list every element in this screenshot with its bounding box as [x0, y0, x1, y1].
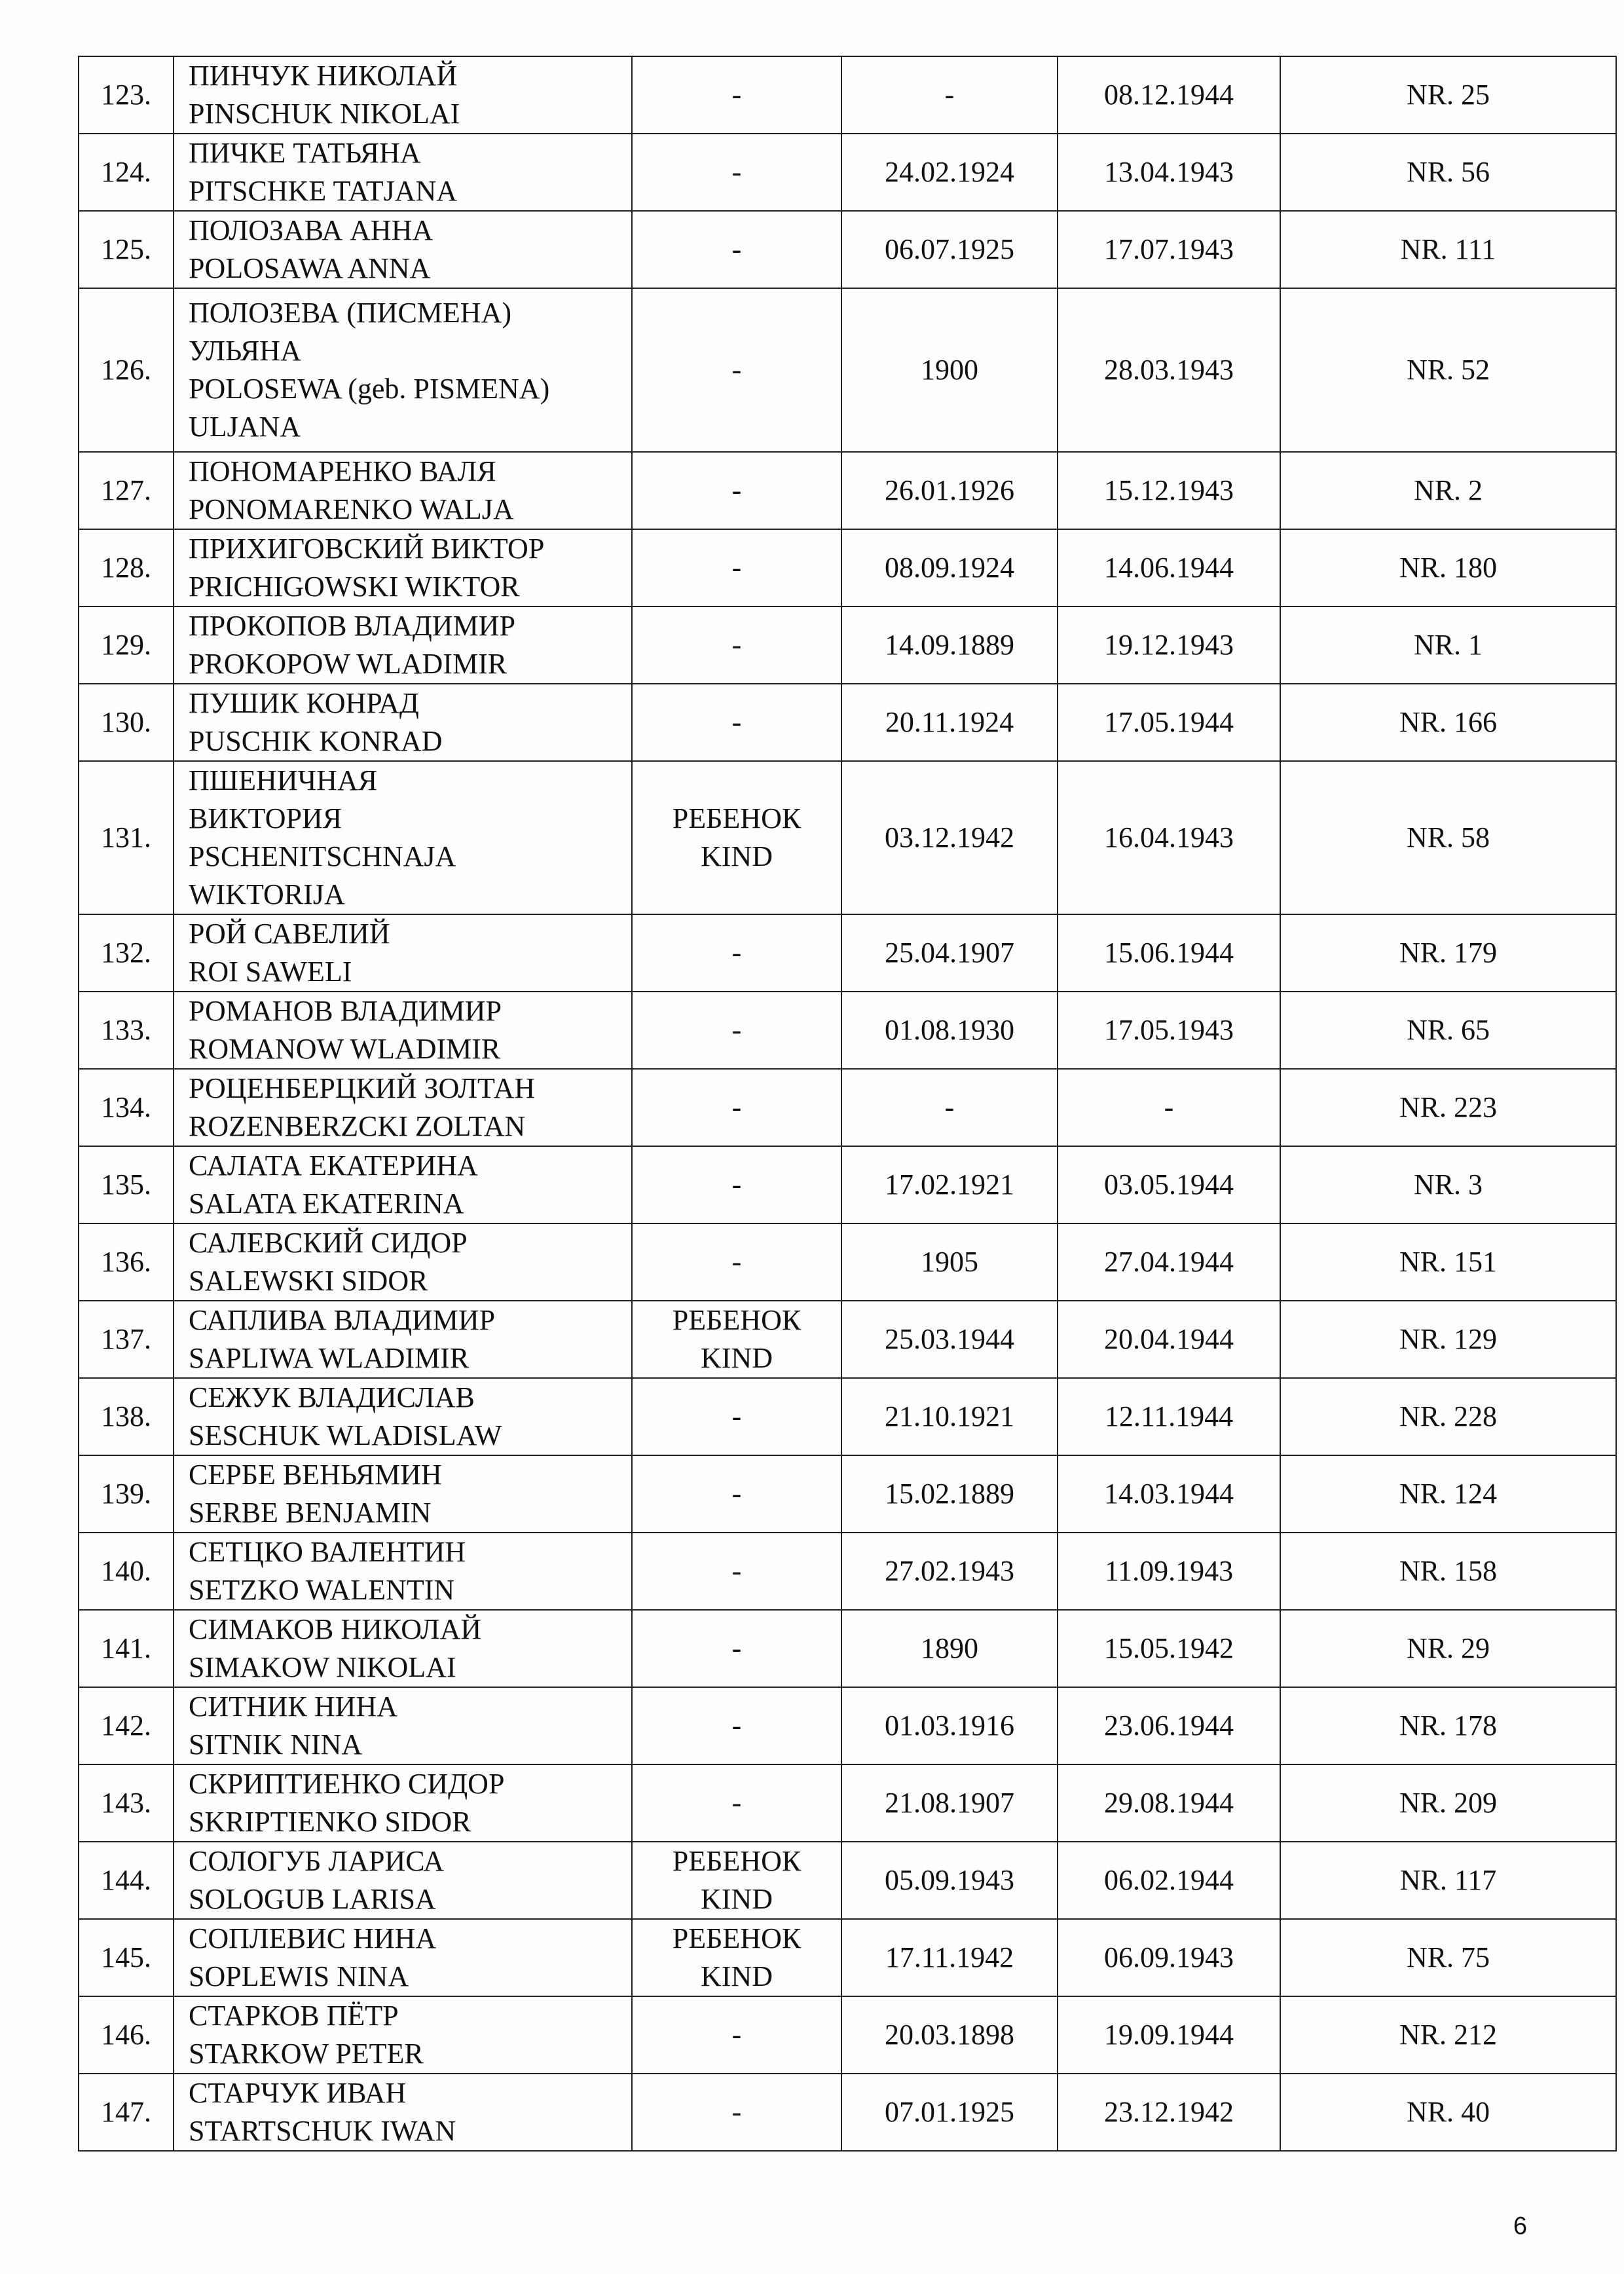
name-line: СТАРКОВ ПЁТР	[189, 2000, 399, 2032]
cell-name	[174, 1455, 632, 1533]
cell-number: 147.	[79, 2074, 174, 2151]
name-line: SAPLIWA WLADIMIR	[189, 1342, 470, 1374]
cell-number: 126.	[79, 288, 174, 452]
cell-name	[174, 56, 632, 134]
name-line: УЛЬЯНА	[189, 335, 301, 367]
table-row	[79, 1223, 1616, 1301]
cell-death-date: 15.12.1943	[1058, 452, 1280, 529]
cell-name	[174, 1378, 632, 1455]
cell-grave-number: NR. 3	[1280, 1146, 1616, 1223]
cell-note	[632, 1919, 841, 1996]
cell-number: 129.	[79, 606, 174, 684]
cell-name	[174, 761, 632, 914]
cell-grave-number: NR. 29	[1280, 1610, 1616, 1687]
name-line: PITSCHKE TATJANA	[189, 175, 458, 207]
name-line: СОПЛЕВИС НИНА	[189, 1922, 437, 1954]
table-body	[79, 56, 1616, 2151]
cell-birth-date: 25.04.1907	[841, 914, 1058, 992]
cell-grave-number: NR. 1	[1280, 606, 1616, 684]
cell-note	[632, 684, 841, 761]
cell-number: 143.	[79, 1764, 174, 1842]
cell-name	[174, 684, 632, 761]
cell-grave-number: NR. 179	[1280, 914, 1616, 992]
cell-death-date: 23.06.1944	[1058, 1687, 1280, 1764]
cell-death-date: 17.05.1943	[1058, 992, 1280, 1069]
cell-birth-date: 17.02.1921	[841, 1146, 1058, 1223]
name-line: САЛАТА ЕКАТЕРИНА	[189, 1149, 478, 1182]
cell-grave-number: NR. 2	[1280, 452, 1616, 529]
cell-name	[174, 606, 632, 684]
cell-note	[632, 1687, 841, 1764]
cell-number: 144.	[79, 1842, 174, 1919]
cell-grave-number: NR. 65	[1280, 992, 1616, 1069]
cell-death-date: 23.12.1942	[1058, 2074, 1280, 2151]
table-row	[79, 1378, 1616, 1455]
table-row	[79, 1610, 1616, 1687]
cell-name	[174, 914, 632, 992]
cell-name	[174, 1223, 632, 1301]
cell-death-date: 03.05.1944	[1058, 1146, 1280, 1223]
cell-death-date: 16.04.1943	[1058, 761, 1280, 914]
cell-birth-date: 14.09.1889	[841, 606, 1058, 684]
name-line: WIKTORIJA	[189, 878, 345, 910]
cell-number: 131.	[79, 761, 174, 914]
cell-death-date: 19.09.1944	[1058, 1996, 1280, 2074]
cell-grave-number: NR. 56	[1280, 134, 1616, 211]
cell-birth-date: 1890	[841, 1610, 1058, 1687]
cell-death-date: 06.09.1943	[1058, 1919, 1280, 1996]
cell-birth-date: 21.08.1907	[841, 1764, 1058, 1842]
cell-number: 145.	[79, 1919, 174, 1996]
name-line: SKRIPTIENKO SIDOR	[189, 1806, 471, 1838]
table-row	[79, 1919, 1616, 1996]
name-line: СЕЖУК ВЛАДИСЛАВ	[189, 1381, 475, 1413]
cell-name	[174, 1687, 632, 1764]
name-line: PSCHENITSCHNAJA	[189, 840, 456, 872]
name-line: СТАРЧУК ИВАН	[189, 2077, 407, 2109]
name-line: PONOMARENKO WALJA	[189, 493, 514, 525]
name-line: SOLOGUB LARISA	[189, 1883, 436, 1915]
cell-birth-date: 05.09.1943	[841, 1842, 1058, 1919]
note-line: KIND	[701, 1883, 773, 1915]
cell-grave-number: NR. 129	[1280, 1301, 1616, 1378]
cell-death-date: 28.03.1943	[1058, 288, 1280, 452]
name-line: ПОЛОЗАВА АННА	[189, 214, 434, 246]
cell-note	[632, 761, 841, 914]
cell-number: 125.	[79, 211, 174, 288]
note-line: -	[731, 1632, 742, 1664]
cell-grave-number: NR. 180	[1280, 529, 1616, 606]
cell-number: 133.	[79, 992, 174, 1069]
cell-birth-date: 01.03.1916	[841, 1687, 1058, 1764]
cell-grave-number: NR. 158	[1280, 1533, 1616, 1610]
cell-name	[174, 1533, 632, 1610]
cell-death-date: 11.09.1943	[1058, 1533, 1280, 1610]
name-line: ПШЕНИЧНАЯ	[189, 764, 378, 796]
cell-grave-number: NR. 223	[1280, 1069, 1616, 1146]
name-line: SIMAKOW NIKOLAI	[189, 1651, 456, 1683]
cell-grave-number: NR. 75	[1280, 1919, 1616, 1996]
name-line: РОЙ САВЕЛИЙ	[189, 918, 390, 950]
name-line: ПУШИК КОНРАД	[189, 687, 419, 719]
cell-name	[174, 1301, 632, 1378]
cell-grave-number: NR. 166	[1280, 684, 1616, 761]
cell-name	[174, 1764, 632, 1842]
cell-name	[174, 529, 632, 606]
cell-note	[632, 452, 841, 529]
table-row	[79, 452, 1616, 529]
table-row	[79, 1069, 1616, 1146]
name-line: STARTSCHUK IWAN	[189, 2115, 456, 2147]
cell-note	[632, 1069, 841, 1146]
cell-note	[632, 1146, 841, 1223]
name-line: СЕТЦКО ВАЛЕНТИН	[189, 1536, 466, 1568]
name-line: ПРОКОПОВ ВЛАДИМИР	[189, 610, 515, 642]
cell-birth-date: -	[841, 56, 1058, 134]
table-row	[79, 1764, 1616, 1842]
cell-number: 135.	[79, 1146, 174, 1223]
note-line: -	[731, 937, 742, 969]
name-line: SESCHUK WLADISLAW	[189, 1419, 502, 1451]
cell-grave-number: NR. 40	[1280, 2074, 1616, 2151]
name-line: РОМАНОВ ВЛАДИМИР	[189, 995, 502, 1027]
cell-note	[632, 1610, 841, 1687]
cell-grave-number: NR. 209	[1280, 1764, 1616, 1842]
cell-note	[632, 1378, 841, 1455]
note-line: -	[731, 1400, 742, 1432]
cell-death-date: 17.05.1944	[1058, 684, 1280, 761]
cell-number: 123.	[79, 56, 174, 134]
note-line: РЕБЕНОК	[672, 1304, 802, 1336]
note-line: -	[731, 474, 742, 506]
cell-name	[174, 1146, 632, 1223]
table-row	[79, 211, 1616, 288]
cell-number: 136.	[79, 1223, 174, 1301]
cell-name	[174, 2074, 632, 2151]
table-row	[79, 684, 1616, 761]
note-line: -	[731, 354, 742, 386]
table-row	[79, 2074, 1616, 2151]
cell-name	[174, 992, 632, 1069]
cell-note	[632, 529, 841, 606]
cell-name	[174, 1919, 632, 1996]
cell-name	[174, 452, 632, 529]
cell-number: 124.	[79, 134, 174, 211]
cell-birth-date: 20.11.1924	[841, 684, 1058, 761]
cell-birth-date: 26.01.1926	[841, 452, 1058, 529]
note-line: -	[731, 1168, 742, 1201]
name-line: ROZENBERZCKI ZOLTAN	[189, 1110, 526, 1142]
cell-death-date: 13.04.1943	[1058, 134, 1280, 211]
cell-grave-number: NR. 117	[1280, 1842, 1616, 1919]
name-line: РОЦЕНБЕРЦКИЙ ЗОЛТАН	[189, 1072, 536, 1104]
name-line: ROI SAWELI	[189, 956, 352, 988]
note-line: РЕБЕНОК	[672, 802, 802, 834]
cell-name	[174, 1610, 632, 1687]
table-row	[79, 1842, 1616, 1919]
cell-name	[174, 1842, 632, 1919]
table-row	[79, 134, 1616, 211]
cell-birth-date: 06.07.1925	[841, 211, 1058, 288]
cell-birth-date: 27.02.1943	[841, 1533, 1058, 1610]
cell-name	[174, 1996, 632, 2074]
table-row	[79, 992, 1616, 1069]
table-row	[79, 914, 1616, 992]
note-line: -	[731, 233, 742, 265]
cell-note	[632, 288, 841, 452]
cell-death-date: 15.06.1944	[1058, 914, 1280, 992]
name-line: ПОЛОЗЕВА (ПИСМЕНА)	[189, 297, 512, 329]
cell-grave-number: NR. 25	[1280, 56, 1616, 134]
cell-death-date: 19.12.1943	[1058, 606, 1280, 684]
cell-number: 132.	[79, 914, 174, 992]
name-line: SALATA EKATERINA	[189, 1187, 464, 1220]
cell-name	[174, 211, 632, 288]
table-row	[79, 1687, 1616, 1764]
note-line: РЕБЕНОК	[672, 1922, 802, 1954]
cell-note	[632, 1764, 841, 1842]
cell-birth-date: -	[841, 1069, 1058, 1146]
table-row	[79, 56, 1616, 134]
cell-birth-date: 20.03.1898	[841, 1996, 1058, 2074]
cell-birth-date: 01.08.1930	[841, 992, 1058, 1069]
table-row	[79, 1455, 1616, 1533]
cell-note	[632, 1842, 841, 1919]
note-line: KIND	[701, 1342, 773, 1374]
name-line: СИМАКОВ НИКОЛАЙ	[189, 1613, 482, 1645]
cell-note	[632, 914, 841, 992]
cell-note	[632, 211, 841, 288]
note-line: -	[731, 1478, 742, 1510]
name-line: SITNIK NINA	[189, 1728, 363, 1761]
cell-birth-date: 15.02.1889	[841, 1455, 1058, 1533]
cell-note	[632, 134, 841, 211]
note-line: -	[731, 79, 742, 111]
name-line: PINSCHUK NIKOLAI	[189, 98, 460, 130]
cell-note	[632, 56, 841, 134]
name-line: ROMANOW WLADIMIR	[189, 1033, 501, 1065]
cell-note	[632, 2074, 841, 2151]
cell-note	[632, 1533, 841, 1610]
cell-number: 140.	[79, 1533, 174, 1610]
cell-birth-date: 17.11.1942	[841, 1919, 1058, 1996]
cell-number: 134.	[79, 1069, 174, 1146]
name-line: ПОНОМАРЕНКО ВАЛЯ	[189, 455, 496, 487]
note-line: -	[731, 156, 742, 188]
name-line: STARKOW PETER	[189, 2038, 424, 2070]
cell-death-date: 14.06.1944	[1058, 529, 1280, 606]
note-line: -	[731, 1555, 742, 1587]
name-line: SOPLEWIS NINA	[189, 1960, 409, 1992]
cell-death-date: 29.08.1944	[1058, 1764, 1280, 1842]
cell-name	[174, 134, 632, 211]
cell-note	[632, 1455, 841, 1533]
name-line: ПИНЧУК НИКОЛАЙ	[189, 60, 458, 92]
cell-death-date: 15.05.1942	[1058, 1610, 1280, 1687]
cell-number: 141.	[79, 1610, 174, 1687]
cell-number: 139.	[79, 1455, 174, 1533]
note-line: -	[731, 1091, 742, 1123]
cell-grave-number: NR. 228	[1280, 1378, 1616, 1455]
cell-number: 127.	[79, 452, 174, 529]
cell-death-date: 20.04.1944	[1058, 1301, 1280, 1378]
name-line: СЕРБЕ ВЕНЬЯМИН	[189, 1459, 442, 1491]
cell-grave-number: NR. 52	[1280, 288, 1616, 452]
cell-note	[632, 1301, 841, 1378]
name-line: SALEWSKI SIDOR	[189, 1265, 428, 1297]
cell-death-date: 12.11.1944	[1058, 1378, 1280, 1455]
cell-grave-number: NR. 178	[1280, 1687, 1616, 1764]
page-number: 6	[1513, 2212, 1527, 2240]
name-line: SERBE BENJAMIN	[189, 1497, 432, 1529]
cell-grave-number: NR. 151	[1280, 1223, 1616, 1301]
cell-grave-number: NR. 58	[1280, 761, 1616, 914]
cell-birth-date: 03.12.1942	[841, 761, 1058, 914]
cell-birth-date: 21.10.1921	[841, 1378, 1058, 1455]
name-line: PUSCHIK KONRAD	[189, 725, 443, 757]
note-line: -	[731, 706, 742, 738]
table-row	[79, 529, 1616, 606]
cell-number: 128.	[79, 529, 174, 606]
cell-number: 142.	[79, 1687, 174, 1764]
cell-death-date: 08.12.1944	[1058, 56, 1280, 134]
note-line: -	[731, 1709, 742, 1742]
note-line: -	[731, 2019, 742, 2051]
cell-death-date: 06.02.1944	[1058, 1842, 1280, 1919]
name-line: POLOSAWA ANNA	[189, 252, 431, 284]
cell-grave-number: NR. 111	[1280, 211, 1616, 288]
note-line: -	[731, 1246, 742, 1278]
cell-name	[174, 288, 632, 452]
name-line: POLOSEWA (geb. PISMENA)	[189, 373, 550, 405]
cell-birth-date: 07.01.1925	[841, 2074, 1058, 2151]
name-line: СОЛОГУБ ЛАРИСА	[189, 1845, 445, 1877]
burial-register-table	[78, 56, 1617, 2152]
cell-birth-date: 24.02.1924	[841, 134, 1058, 211]
note-line: РЕБЕНОК	[672, 1845, 802, 1877]
cell-birth-date: 25.03.1944	[841, 1301, 1058, 1378]
name-line: SETZKO WALENTIN	[189, 1574, 455, 1606]
name-line: СКРИПТИЕНКО СИДОР	[189, 1768, 505, 1800]
cell-grave-number: NR. 212	[1280, 1996, 1616, 2074]
cell-grave-number: NR. 124	[1280, 1455, 1616, 1533]
table-row	[79, 761, 1616, 914]
cell-death-date: 17.07.1943	[1058, 211, 1280, 288]
table-row	[79, 1996, 1616, 2074]
cell-birth-date: 1905	[841, 1223, 1058, 1301]
cell-number: 130.	[79, 684, 174, 761]
name-line: САПЛИВА ВЛАДИМИР	[189, 1304, 496, 1336]
name-line: PROKOPOW WLADIMIR	[189, 648, 507, 680]
cell-name	[174, 1069, 632, 1146]
cell-death-date: 27.04.1944	[1058, 1223, 1280, 1301]
cell-note	[632, 1996, 841, 2074]
note-line: KIND	[701, 1960, 773, 1992]
note-line: KIND	[701, 840, 773, 872]
cell-number: 146.	[79, 1996, 174, 2074]
cell-note	[632, 606, 841, 684]
note-line: -	[731, 629, 742, 661]
name-line: ПРИХИГОВСКИЙ ВИКТОР	[189, 532, 545, 565]
name-line: ULJANA	[189, 411, 301, 443]
table-row	[79, 288, 1616, 452]
note-line: -	[731, 551, 742, 584]
cell-number: 138.	[79, 1378, 174, 1455]
name-line: СИТНИК НИНА	[189, 1690, 397, 1723]
note-line: -	[731, 1787, 742, 1819]
cell-birth-date: 08.09.1924	[841, 529, 1058, 606]
name-line: САЛЕВСКИЙ СИДОР	[189, 1227, 468, 1259]
table-row	[79, 1301, 1616, 1378]
table-row	[79, 1533, 1616, 1610]
table-row	[79, 1146, 1616, 1223]
cell-birth-date: 1900	[841, 288, 1058, 452]
cell-death-date: 14.03.1944	[1058, 1455, 1280, 1533]
name-line: PRICHIGOWSKI WIKTOR	[189, 570, 520, 603]
cell-note	[632, 992, 841, 1069]
table-row	[79, 606, 1616, 684]
cell-note	[632, 1223, 841, 1301]
note-line: -	[731, 2096, 742, 2128]
cell-number: 137.	[79, 1301, 174, 1378]
name-line: ВИКТОРИЯ	[189, 802, 342, 834]
note-line: -	[731, 1014, 742, 1046]
name-line: ПИЧКЕ ТАТЬЯНА	[189, 137, 421, 169]
cell-death-date: -	[1058, 1069, 1280, 1146]
